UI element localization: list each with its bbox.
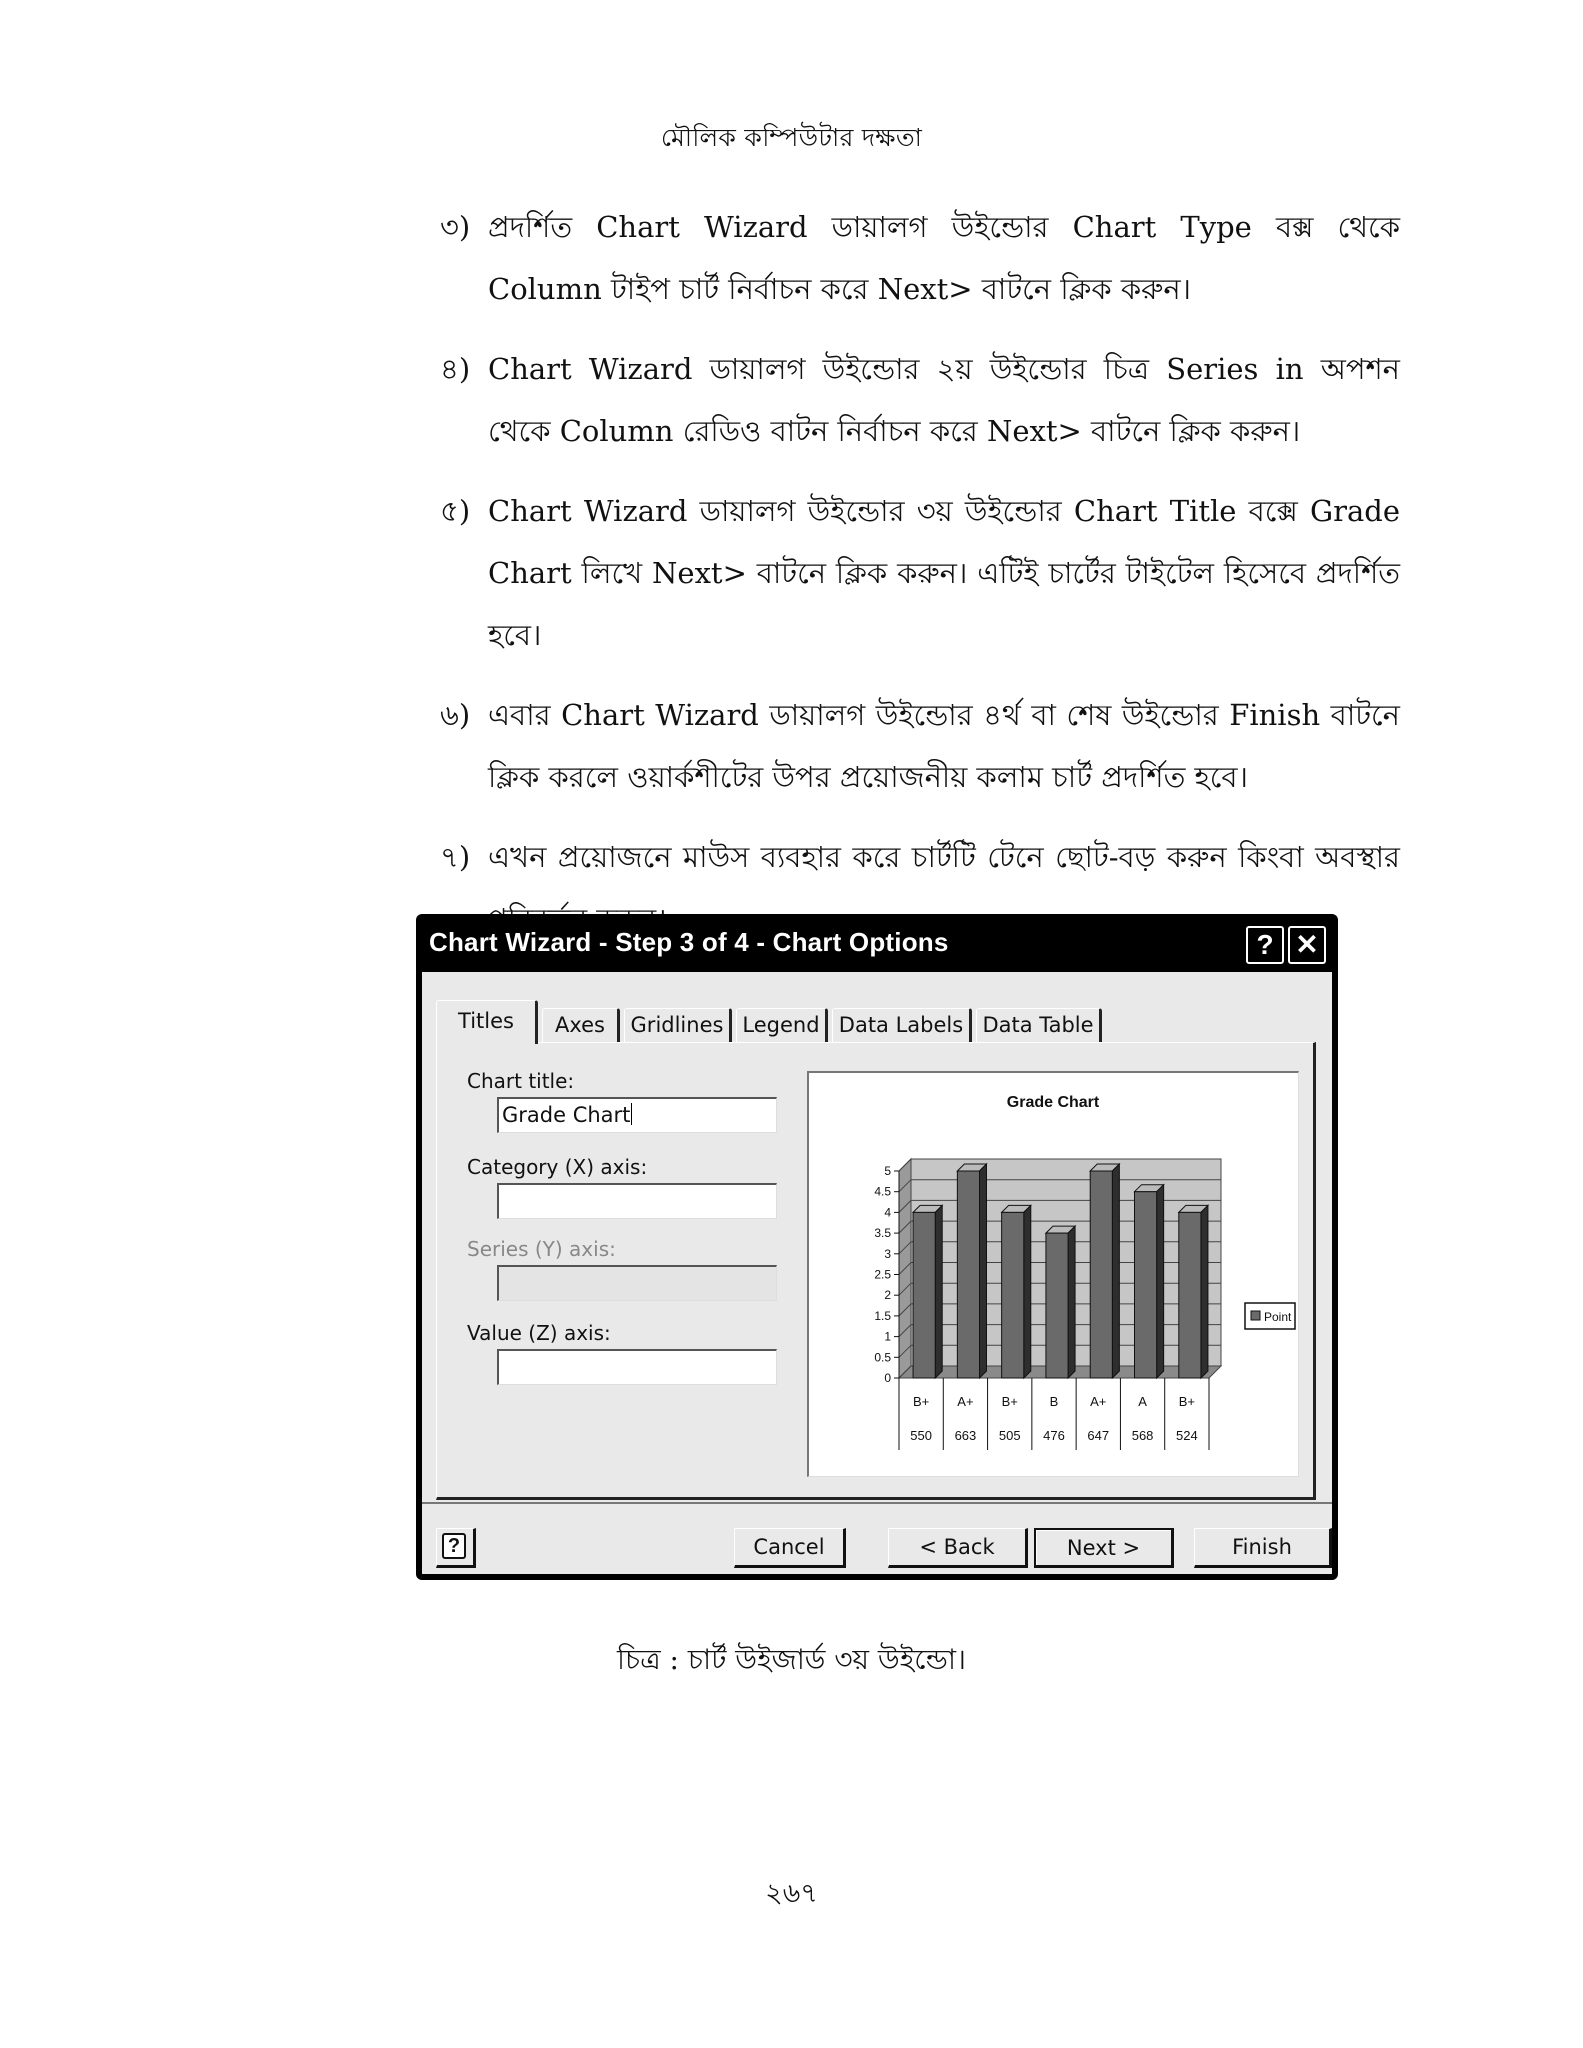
x-tick-label: B+ (913, 1394, 930, 1409)
y-tick-label: 2 (884, 1288, 891, 1303)
titles-panel (436, 1042, 1316, 1500)
tab-titles[interactable]: Titles (436, 1000, 538, 1044)
legend-entry: Point (1264, 1310, 1292, 1324)
step-text: প্রদর্শিত Chart Wizard ডায়ালগ উইন্ডোর Chart Type বক্স থেকে Column টাইপ চার্ট নির্বাচন করে Next> বাটনে ক্লিক করুন। (488, 210, 1400, 306)
chart-title-input[interactable] (497, 1097, 777, 1133)
x-sub-label: 505 (998, 1428, 1021, 1443)
bar-side (935, 1205, 942, 1378)
step-number: ৭) (440, 840, 471, 874)
step-text: Chart Wizard ডায়ালগ উইন্ডোর ৩য় উইন্ডোর Chart Title বক্সে Grade Chart লিখে Next> বাটনে ক্লিক করুন। এটিই চার্টের টাইটেল হিসেবে প্রদর্শিত হবে। (488, 494, 1400, 652)
x-sub-label: 568 (1131, 1428, 1154, 1443)
chart-title-value: Grade Chart (502, 1103, 631, 1127)
bar-side (980, 1164, 987, 1378)
instruction-step (440, 338, 1400, 462)
x-tick-label: A+ (1090, 1394, 1107, 1409)
category-axis-input[interactable] (497, 1183, 777, 1219)
x-sub-label: 647 (1087, 1428, 1110, 1443)
category-axis-label: Category (X) axis: (467, 1155, 648, 1179)
dialog-body (422, 972, 1332, 1574)
value-axis-input[interactable] (497, 1349, 777, 1385)
y-tick-label: 3 (884, 1246, 891, 1261)
y-tick-label: 4.5 (874, 1184, 891, 1199)
bar-side (1112, 1164, 1119, 1378)
cancel-button[interactable]: Cancel (734, 1528, 846, 1568)
figure-caption: চিত্র : চার্ট উইজার্ড ৩য় উইন্ডো। (616, 1643, 967, 1676)
step-text: এখন প্রয়োজনে মাউস ব্যবহার করে চার্টটি টেনে ছোট-বড় করুন কিংবা অবস্থার (488, 840, 1400, 874)
dialog-titlebar[interactable] (416, 914, 1338, 972)
bar (913, 1212, 935, 1378)
chart-preview-svg (809, 1073, 1298, 1476)
y-tick-label: 5 (884, 1164, 891, 1178)
chart-title-label: Chart title: (467, 1069, 575, 1093)
instruction-step (440, 196, 1400, 320)
tab-gridlines[interactable]: Gridlines (624, 1008, 732, 1042)
x-tick-label: B+ (1178, 1394, 1195, 1409)
x-tick-label: A (1138, 1394, 1147, 1409)
close-icon: ✕ (1295, 929, 1319, 960)
tab-data-labels[interactable]: Data Labels (832, 1008, 972, 1042)
x-sub-label: 524 (1176, 1428, 1198, 1443)
instruction-step (440, 684, 1400, 808)
y-tick-label: 1 (884, 1329, 891, 1344)
chart-preview (807, 1071, 1299, 1477)
close-button[interactable] (1288, 926, 1326, 964)
step-text: এবার Chart Wizard ডায়ালগ উইন্ডোর ৪র্থ বা শেষ উইন্ডোর Finish বাটনে ক্লিক করলে ওয়ার্কশীটের উপর প্রয়োজনীয় কলাম চার্ট প্রদর্শিত হবে। (488, 698, 1400, 794)
page-header: মৌলিক কম্পিউটার দক্ষতা (660, 123, 923, 152)
bar-side (1157, 1185, 1164, 1378)
bar (1179, 1212, 1201, 1378)
dialog-title: Chart Wizard - Step 3 of 4 - Chart Options (429, 927, 949, 957)
bar (1002, 1212, 1024, 1378)
bar-side (1024, 1205, 1031, 1378)
tab-legend[interactable]: Legend (736, 1008, 828, 1042)
office-assistant-button[interactable] (436, 1528, 476, 1568)
x-sub-label: 663 (954, 1428, 977, 1443)
question-mark-icon: ? (1256, 929, 1274, 960)
page-number: ২৬৭ (765, 1878, 818, 1909)
x-sub-label: 476 (1043, 1428, 1065, 1443)
bar (1090, 1171, 1112, 1378)
help-icon: ? (442, 1533, 466, 1559)
y-tick-label: 0.5 (874, 1350, 891, 1365)
value-axis-label: Value (Z) axis: (467, 1321, 611, 1345)
y-tick-label: 3.5 (874, 1226, 891, 1241)
x-sub-label: 550 (910, 1428, 932, 1443)
y-tick-label: 1.5 (874, 1308, 891, 1323)
tab-axes[interactable]: Axes (542, 1008, 620, 1042)
step-number: ৪) (440, 352, 471, 386)
bar (1135, 1192, 1157, 1378)
instruction-step (440, 480, 1400, 666)
back-button[interactable]: < Back (888, 1528, 1028, 1568)
step-text: Chart Wizard ডায়ালগ উইন্ডোর ২য় উইন্ডোর চিত্র Series in অপশন থেকে Column রেডিও বাটন নির্বাচন করে Next> বাটনে ক্লিক করুন। (488, 352, 1400, 448)
x-tick-label: B (1049, 1394, 1059, 1409)
bar-side (1068, 1226, 1075, 1378)
step-number: ৩) (440, 210, 471, 244)
chart-title: Grade Chart (1006, 1094, 1100, 1111)
step-number: ৬) (440, 698, 471, 732)
y-tick-label: 0 (884, 1371, 891, 1385)
series-axis-input (497, 1265, 777, 1301)
finish-button[interactable]: Finish (1194, 1528, 1332, 1568)
x-tick-label: A+ (957, 1394, 974, 1409)
y-tick-label: 2.5 (874, 1267, 891, 1282)
step-number: ৫) (440, 494, 471, 528)
x-tick-label: B+ (1001, 1394, 1018, 1409)
next-button[interactable]: Next > (1034, 1528, 1174, 1568)
bar (1046, 1233, 1068, 1378)
legend-swatch (1251, 1311, 1260, 1320)
text-caret (631, 1103, 632, 1125)
titlebar-help-button[interactable] (1246, 926, 1284, 964)
tab-data-table[interactable]: Data Table (976, 1008, 1102, 1042)
chart-wizard-dialog (416, 914, 1338, 1580)
button-bar-divider (422, 1502, 1332, 1504)
bar-side (1201, 1205, 1208, 1378)
y-tick-label: 4 (884, 1205, 891, 1220)
instruction-list (440, 196, 1400, 968)
bar (957, 1171, 979, 1378)
series-axis-label: Series (Y) axis: (467, 1237, 616, 1261)
